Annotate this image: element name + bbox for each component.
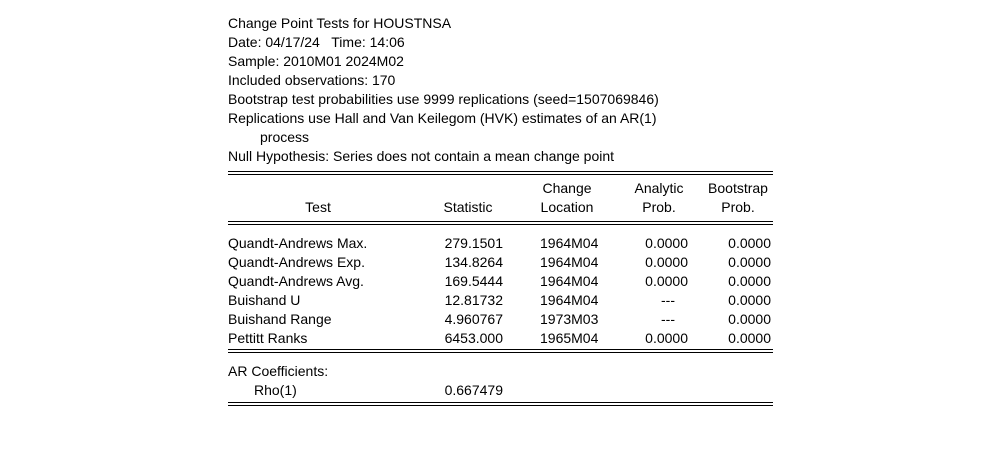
col-bootstrap-header-line2: Prob.: [721, 199, 755, 215]
table-row: [228, 291, 773, 310]
statistic-value: 6453.000: [444, 330, 503, 346]
table-row: [228, 310, 773, 329]
col-analytic-header: [624, 179, 694, 217]
test-name: Quandt-Andrews Max.: [228, 235, 368, 251]
table-row: [228, 272, 773, 291]
change-location: 1973M03: [540, 311, 599, 327]
table-row: [228, 234, 773, 253]
results-rule: [228, 349, 773, 353]
statistic-value: 279.1501: [444, 235, 503, 251]
bootstrap-prob: 0.0000: [728, 330, 771, 346]
observations-line: Included observations: 170: [228, 72, 396, 88]
date-line: Date: 04/17/24 Time: 14:06: [228, 34, 405, 50]
col-analytic-header-line1: Analytic: [634, 180, 684, 196]
header-rule: [228, 221, 773, 225]
test-name: Quandt-Andrews Avg.: [228, 273, 364, 289]
bottom-rule: [228, 402, 773, 406]
statistic-value: 134.8264: [444, 254, 503, 270]
test-name: Pettitt Ranks: [228, 330, 308, 346]
table-row: [228, 253, 773, 272]
statistic-value: 12.81732: [444, 292, 503, 308]
null-hypothesis: Null Hypothesis: Series does not contain a mean change point: [228, 148, 615, 164]
bootstrap-prob: 0.0000: [728, 273, 771, 289]
col-bootstrap-header-line1: Bootstrap: [708, 180, 768, 196]
test-output: [228, 14, 773, 406]
results-table: [228, 234, 773, 348]
replications-line: Replications use Hall and Van Keilegom (HVK) estimates of an AR(1): [228, 110, 657, 126]
statistic-value: 4.960767: [444, 311, 503, 327]
analytic-prob: ---: [661, 311, 675, 327]
bootstrap-line: Bootstrap test probabilities use 9999 replications (seed=1507069846): [228, 91, 659, 107]
analytic-prob: 0.0000: [645, 273, 688, 289]
col-test-header: Test: [305, 199, 331, 215]
column-headers: [228, 175, 773, 219]
test-name: Buishand Range: [228, 311, 332, 327]
change-location: 1964M04: [540, 235, 599, 251]
bootstrap-prob: 0.0000: [728, 311, 771, 327]
analytic-prob: ---: [661, 292, 675, 308]
change-location: 1964M04: [540, 292, 599, 308]
change-location: 1964M04: [540, 273, 599, 289]
bootstrap-prob: 0.0000: [728, 292, 771, 308]
ar-rho-row: [228, 381, 773, 400]
replications-line-continued: process: [260, 129, 310, 145]
change-location: 1965M04: [540, 330, 599, 346]
analytic-prob: 0.0000: [645, 254, 688, 270]
rho-value: 0.667479: [444, 382, 503, 398]
col-statistic-header: Statistic: [443, 199, 493, 215]
bootstrap-prob: 0.0000: [728, 254, 771, 270]
bootstrap-prob: 0.0000: [728, 235, 771, 251]
analytic-prob: 0.0000: [645, 235, 688, 251]
test-name: Quandt-Andrews Exp.: [228, 254, 365, 270]
rho-label: Rho(1): [254, 382, 297, 398]
sample-line: Sample: 2010M01 2024M02: [228, 53, 404, 69]
col-location-header-line1: Change: [542, 180, 592, 196]
test-name: Buishand U: [228, 292, 301, 308]
col-location-header: [532, 179, 602, 217]
change-location: 1964M04: [540, 254, 599, 270]
output-title: Change Point Tests for HOUSTNSA: [228, 15, 452, 31]
ar-coefficients-label: [228, 362, 773, 381]
statistic-value: 169.5444: [444, 273, 503, 289]
col-analytic-header-line2: Prob.: [642, 199, 676, 215]
col-bootstrap-header: [703, 179, 773, 217]
col-location-header-line2: Location: [540, 199, 594, 215]
table-row: [228, 329, 773, 348]
analytic-prob: 0.0000: [645, 330, 688, 346]
ar-label: AR Coefficients:: [228, 363, 329, 379]
